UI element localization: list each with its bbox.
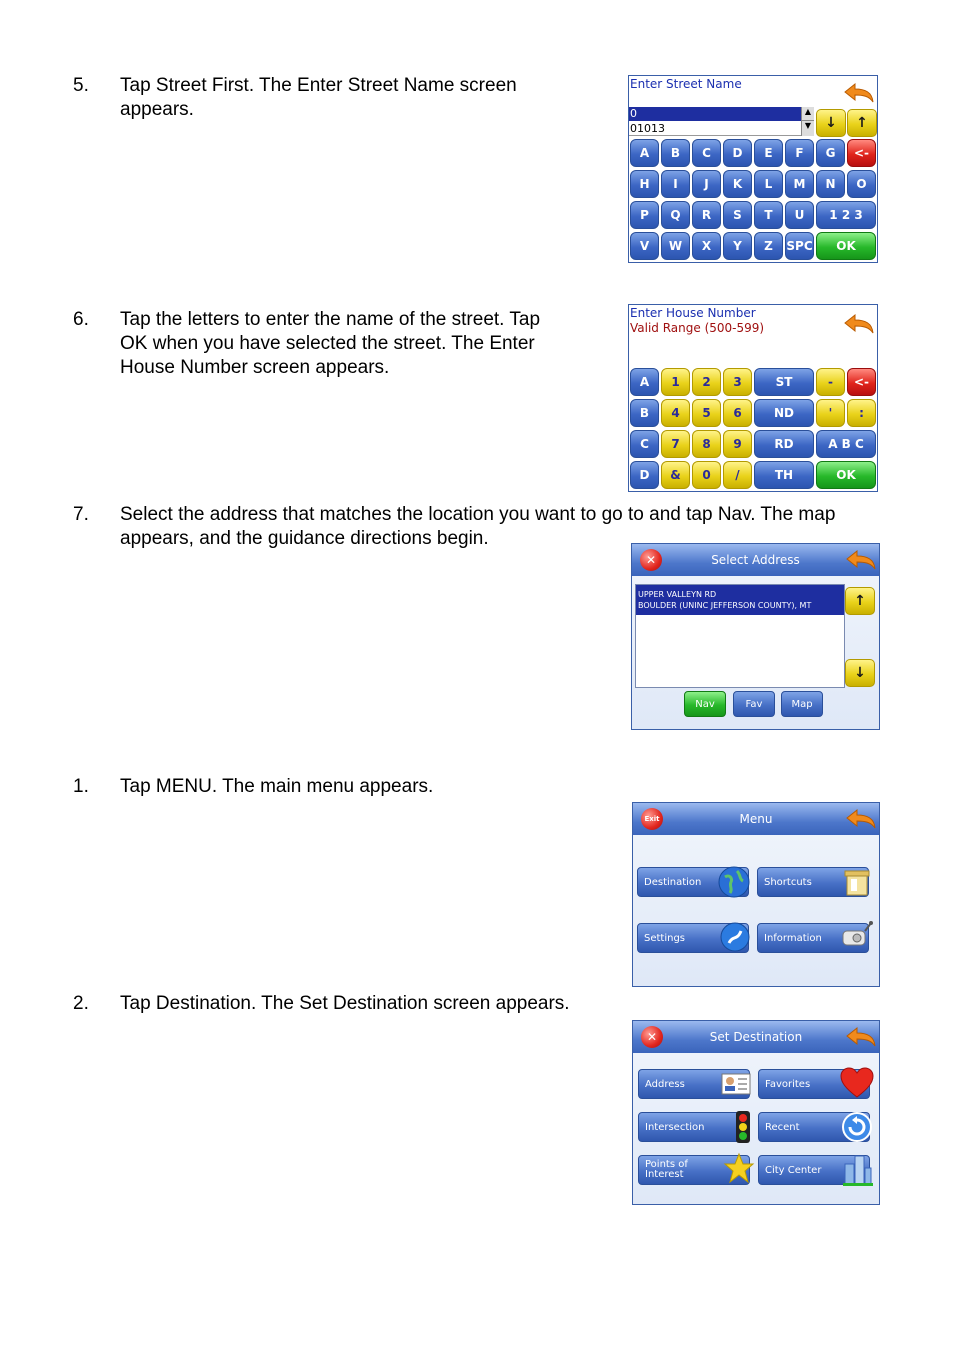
step-text: Tap Destination. The Set Destination screen appears.: [120, 993, 570, 1014]
screen-title: Enter Street Name: [630, 77, 742, 91]
key-t[interactable]: T: [754, 201, 783, 229]
folder-icon: [841, 865, 875, 899]
key-q[interactable]: Q: [661, 201, 690, 229]
step-number: 1.: [73, 776, 89, 797]
back-arrow-icon[interactable]: [843, 549, 877, 571]
key-i[interactable]: I: [661, 170, 690, 198]
key-c[interactable]: C: [630, 430, 659, 458]
street-suggestion[interactable]: 01013: [629, 122, 801, 136]
back-arrow-icon[interactable]: [841, 313, 875, 335]
city-center-button[interactable]: City Center: [758, 1155, 870, 1185]
numbers-key[interactable]: 1 2 3: [816, 201, 876, 229]
back-arrow-icon[interactable]: [843, 1026, 877, 1048]
step-text: Tap the letters to enter the name of the street. Tap OK when you have selected the street. The Enter House Number screen appears.: [120, 309, 541, 378]
key-apostrophe[interactable]: ': [816, 399, 845, 427]
key-2[interactable]: 2: [692, 368, 721, 396]
screen-body: [633, 835, 879, 986]
favorites-button[interactable]: Favorites: [758, 1069, 870, 1099]
back-arrow-icon[interactable]: [841, 82, 875, 104]
ok-key[interactable]: OK: [816, 232, 876, 260]
key-y[interactable]: Y: [723, 232, 752, 260]
up-arrow-button[interactable]: ↑: [847, 109, 877, 137]
step-number: 2.: [73, 993, 89, 1014]
key-4[interactable]: 4: [661, 399, 690, 427]
key-h[interactable]: H: [630, 170, 659, 198]
backspace-key[interactable]: <-: [847, 139, 876, 167]
space-key[interactable]: SPC: [785, 232, 814, 260]
key-th[interactable]: TH: [754, 461, 814, 489]
step-number: 6.: [73, 309, 89, 330]
heart-icon: [839, 1066, 875, 1100]
scroll-up-button[interactable]: ↑: [845, 587, 875, 615]
points-of-interest-button[interactable]: Points of Interest: [638, 1155, 750, 1185]
key-9[interactable]: 9: [723, 430, 752, 458]
screen-title: Select Address: [711, 553, 800, 567]
key-d[interactable]: D: [723, 139, 752, 167]
map-button[interactable]: Map: [781, 691, 823, 717]
city-buildings-icon: [843, 1152, 873, 1186]
title-bar: [632, 544, 879, 576]
settings-icon: [719, 921, 751, 953]
key-1[interactable]: 1: [661, 368, 690, 396]
scroll-up-icon[interactable]: ▲: [802, 107, 814, 121]
screen-title: Enter House Number: [630, 306, 756, 320]
key-v[interactable]: V: [630, 232, 659, 260]
star-icon: [723, 1152, 755, 1186]
key-nd[interactable]: ND: [754, 399, 814, 427]
key-g[interactable]: G: [816, 139, 845, 167]
enter-house-number-screenshot: [628, 304, 878, 492]
key-l[interactable]: L: [754, 170, 783, 198]
close-icon[interactable]: ✕: [640, 549, 662, 571]
intersection-button[interactable]: Intersection: [638, 1112, 750, 1142]
key-x[interactable]: X: [692, 232, 721, 260]
key-dash[interactable]: -: [816, 368, 845, 396]
close-icon[interactable]: ✕: [641, 1026, 663, 1048]
destination-button[interactable]: Destination: [637, 867, 749, 897]
step-number: 5.: [73, 75, 89, 96]
key-8[interactable]: 8: [692, 430, 721, 458]
key-rd[interactable]: RD: [754, 430, 814, 458]
key-o[interactable]: O: [847, 170, 876, 198]
traffic-light-icon: [733, 1110, 753, 1144]
key-w[interactable]: W: [661, 232, 690, 260]
key-6[interactable]: 6: [723, 399, 752, 427]
step-number: 7.: [73, 504, 89, 525]
key-colon[interactable]: :: [847, 399, 876, 427]
enter-street-name-screenshot: [628, 75, 878, 263]
key-0[interactable]: 0: [692, 461, 721, 489]
scroll-down-button[interactable]: ↓: [845, 659, 875, 687]
key-st[interactable]: ST: [754, 368, 814, 396]
address-button[interactable]: Address: [638, 1069, 750, 1099]
key-c[interactable]: C: [692, 139, 721, 167]
key-7[interactable]: 7: [661, 430, 690, 458]
key-slash[interactable]: /: [723, 461, 752, 489]
key-3[interactable]: 3: [723, 368, 752, 396]
step-text: Select the address that matches the location you want to go to and tap Nav. The map appears, and the guidance directions begin.: [120, 504, 836, 549]
back-arrow-icon[interactable]: [843, 808, 877, 830]
key-r[interactable]: R: [692, 201, 721, 229]
select-address-screenshot: [631, 543, 880, 730]
nav-button[interactable]: Nav: [684, 691, 726, 717]
step-text: Tap MENU. The main menu appears.: [120, 776, 434, 797]
main-menu-screenshot: [632, 802, 880, 987]
satellite-icon: [837, 917, 875, 953]
key-d[interactable]: D: [630, 461, 659, 489]
key-e[interactable]: E: [754, 139, 783, 167]
scroll-down-icon[interactable]: ▼: [804, 121, 812, 130]
key-j[interactable]: J: [692, 170, 721, 198]
ok-key[interactable]: OK: [816, 461, 876, 489]
recent-button[interactable]: Recent: [758, 1112, 870, 1142]
address-list: [635, 584, 845, 688]
address-card-icon: [719, 1067, 753, 1101]
key-ampersand[interactable]: &: [661, 461, 690, 489]
key-a[interactable]: A: [630, 368, 659, 396]
key-k[interactable]: K: [723, 170, 752, 198]
exit-button[interactable]: Exit: [641, 808, 663, 830]
backspace-key[interactable]: <-: [847, 368, 876, 396]
valid-range-text: Valid Range (500-599): [630, 321, 765, 335]
settings-button[interactable]: Settings: [637, 923, 749, 953]
key-z[interactable]: Z: [754, 232, 783, 260]
key-a[interactable]: A: [630, 139, 659, 167]
key-m[interactable]: M: [785, 170, 814, 198]
key-5[interactable]: 5: [692, 399, 721, 427]
key-n[interactable]: N: [816, 170, 845, 198]
set-destination-screenshot: [632, 1020, 880, 1205]
letters-key[interactable]: A B C: [816, 430, 876, 458]
information-button[interactable]: Information: [757, 923, 869, 953]
list-item[interactable]: UPPER VALLEYN RD BOULDER (UNINC JEFFERSON COUNTY), MT: [636, 585, 844, 615]
fav-button[interactable]: Fav: [733, 691, 775, 717]
key-b[interactable]: B: [661, 139, 690, 167]
street-input[interactable]: 0: [629, 107, 801, 121]
key-p[interactable]: P: [630, 201, 659, 229]
key-b[interactable]: B: [630, 399, 659, 427]
shortcuts-button[interactable]: Shortcuts: [757, 867, 869, 897]
recent-icon: [841, 1111, 873, 1143]
screen-title: Set Destination: [709, 1030, 803, 1044]
down-arrow-button[interactable]: ↓: [816, 109, 846, 137]
globe-icon: [717, 865, 751, 899]
list-scrollbar[interactable]: [801, 107, 814, 136]
key-f[interactable]: F: [785, 139, 814, 167]
screen-title: Menu: [739, 812, 773, 826]
step-text: Tap Street First. The Enter Street Name screen appears.: [120, 75, 517, 120]
key-u[interactable]: U: [785, 201, 814, 229]
key-s[interactable]: S: [723, 201, 752, 229]
